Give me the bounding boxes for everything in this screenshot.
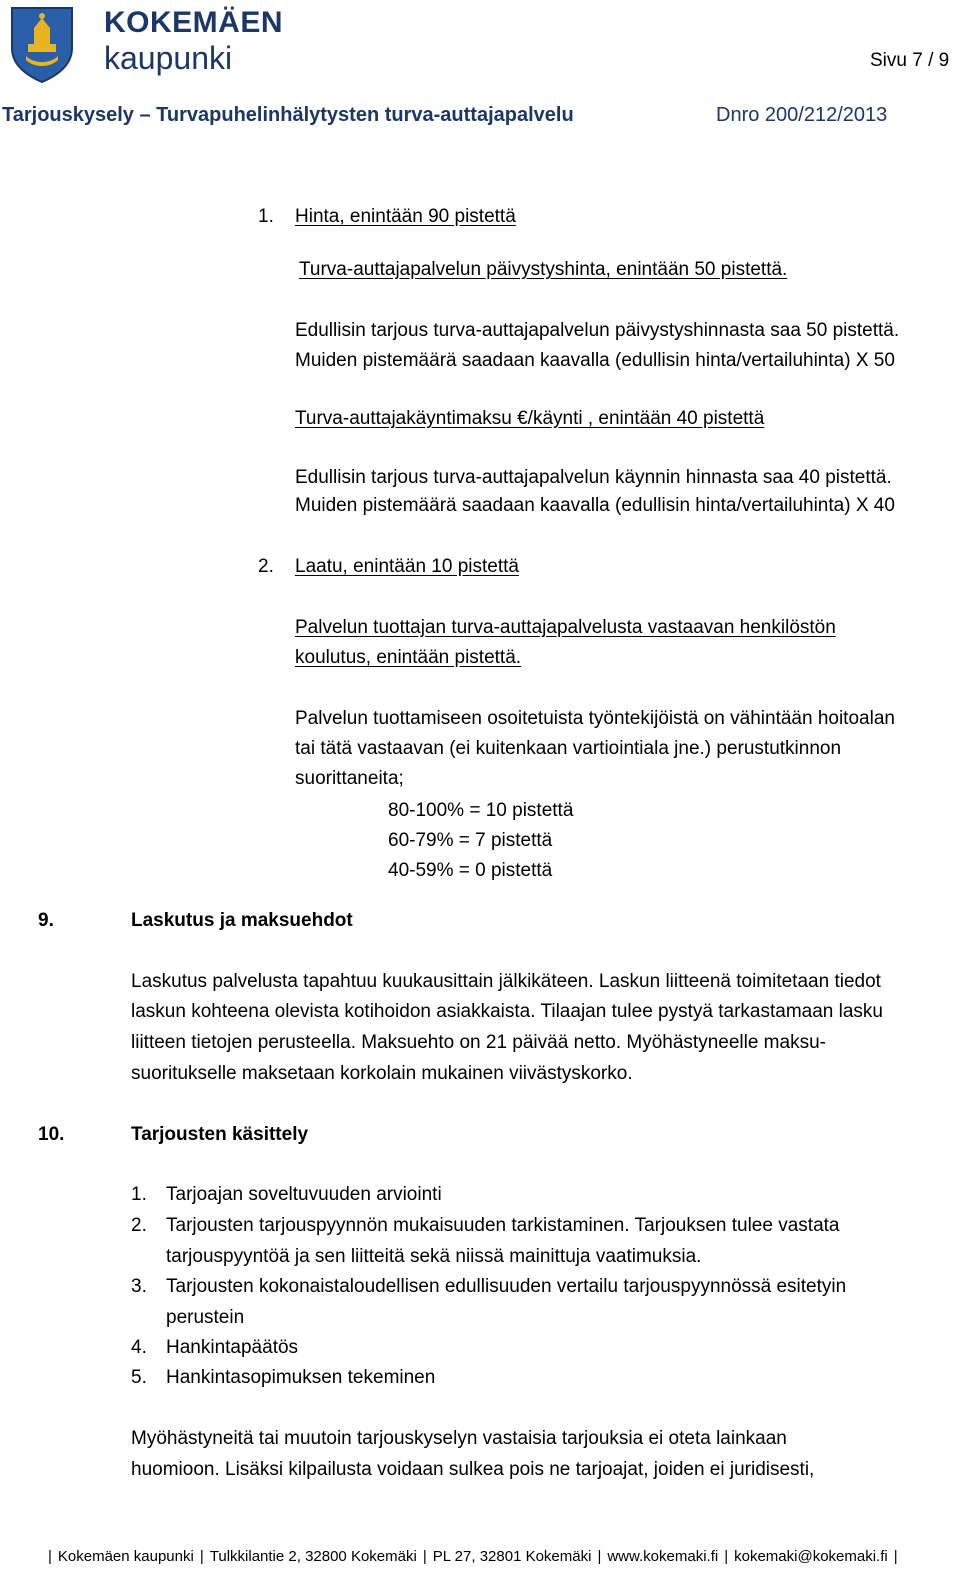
criterion-1b-text: Edullisin tarjous turva-auttajapalvelun käynnin hinnasta saa 40 pistettä. (295, 467, 892, 488)
criterion-2a-title: Palvelun tuottajan turva-auttajapalvelusta vastaavan henkilöstön (295, 617, 836, 638)
list-item-number: 2. (131, 1215, 147, 1236)
criterion-1b-title: Turva-auttajakäyntimaksu €/käynti , enintään 40 pistettä (295, 408, 765, 429)
footer-email-link[interactable]: kokemaki@kokemaki.fi (734, 1548, 888, 1565)
section-10-paragraph-1: Myöhästyneitä tai muutoin tarjouskyselyn vastaisia tarjouksia ei oteta lainkaan (131, 1428, 787, 1449)
footer-street-address: Tulkkilantie 2, 32800 Kokemäki (209, 1548, 417, 1565)
criterion-1a-text: Edullisin tarjous turva-auttajapalvelun päivystyshinnasta saa 50 pistettä. (295, 320, 900, 341)
score-row-2: 60-79% = 7 pistettä (388, 830, 553, 851)
criterion-1-title: Hinta, enintään 90 pistettä (295, 206, 516, 227)
score-row-1: 80-100% = 10 pistettä (388, 800, 574, 821)
section-10-paragraph-2: huomioon. Lisäksi kilpailusta voidaan sulkea pois ne tarjoajat, joiden ei juridisesti, (131, 1459, 815, 1480)
section-9-text-4: suoritukselle maksetaan korkolain mukainen viivästyskorko. (131, 1063, 633, 1084)
list-item-number: 5. (131, 1367, 147, 1388)
document-title: Tarjouskysely – Turvapuhelinhälytysten turva-auttajapalvelu (2, 104, 574, 126)
criterion-2a-text-3: suorittaneita; (295, 768, 404, 789)
criterion-2a-text-1: Palvelun tuottamiseen osoitetuista työntekijöistä on vähintään hoitoalan (295, 708, 895, 729)
score-row-3: 40-59% = 0 pistettä (388, 860, 553, 881)
page-number: Sivu 7 / 9 (870, 50, 950, 71)
brand-name: KOKEMÄEN (104, 6, 284, 39)
list-item: Hankintasopimuksen tekeminen (166, 1367, 436, 1388)
criterion-2a-text-2: tai tätä vastaavan (ei kuitenkaan vartiointiala jne.) perustutkinnon (295, 738, 842, 759)
list-item-number: 4. (131, 1337, 147, 1358)
brand-subname: kaupunki (104, 40, 233, 76)
section-9-text-1: Laskutus palvelusta tapahtuu kuukausittain jälkikäteen. Laskun liitteenä toimitetaan tiedot (131, 971, 881, 992)
page-footer: | Kokemäen kaupunki | Tulkkilantie 2, 32800 Kokemäki | PL 27, 32801 Kokemäki | www.kokemaki.fi | kokemaki@kokemaki.fi | (48, 1548, 898, 1565)
list-item: Tarjousten tarjouspyynnön mukaisuuden tarkistaminen. Tarjouksen tulee vastata (166, 1215, 840, 1236)
footer-org: Kokemäen kaupunki (57, 1548, 194, 1565)
document-number: Dnro 200/212/2013 (716, 104, 888, 126)
criterion-2-title: Laatu, enintään 10 pistettä (295, 556, 519, 577)
criterion-1-number: 1. (258, 206, 274, 227)
list-item-number: 1. (131, 1184, 147, 1205)
section-9-number: 9. (38, 910, 54, 931)
criterion-2a-title-cont: koulutus, enintään pistettä. (295, 647, 522, 668)
section-9-text-2: laskun kohteena olevista kotihoidon asiakkaista. Tilaajan tulee pystyä tarkastamaan lasku (131, 1001, 883, 1022)
list-item-number: 3. (131, 1276, 147, 1297)
section-10-heading: Tarjousten käsittely (131, 1124, 309, 1145)
footer-po-box: PL 27, 32801 Kokemäki (432, 1548, 592, 1565)
city-coat-of-arms-icon (8, 4, 76, 84)
list-item: Hankintapäätös (166, 1337, 299, 1358)
criterion-1a-title: Turva-auttajapalvelun päivystyshinta, enintään 50 pistettä. (299, 259, 788, 280)
criterion-2-number: 2. (258, 556, 274, 577)
criterion-1a-formula: Muiden pistemäärä saadaan kaavalla (edullisin hinta/vertailuhinta) X 50 (295, 350, 895, 371)
footer-website-link[interactable]: www.kokemaki.fi (607, 1548, 719, 1565)
list-item: Tarjoajan soveltuvuuden arviointi (166, 1184, 442, 1205)
criterion-1b-formula: Muiden pistemäärä saadaan kaavalla (edullisin hinta/vertailuhinta) X 40 (295, 495, 895, 516)
section-9-text-3: liitteen tietojen perusteella. Maksuehto on 21 päivää netto. Myöhästyneelle maksu- (131, 1032, 826, 1053)
section-9-heading: Laskutus ja maksuehdot (131, 910, 353, 931)
section-10-number: 10. (38, 1124, 65, 1145)
list-item-cont: tarjouspyyntöä ja sen liitteitä sekä niissä mainittuja vaatimuksia. (166, 1246, 702, 1267)
list-item: Tarjousten kokonaistaloudellisen edullisuuden vertailu tarjouspyynnössä esitetyin (166, 1276, 847, 1297)
list-item-cont: perustein (166, 1307, 245, 1328)
